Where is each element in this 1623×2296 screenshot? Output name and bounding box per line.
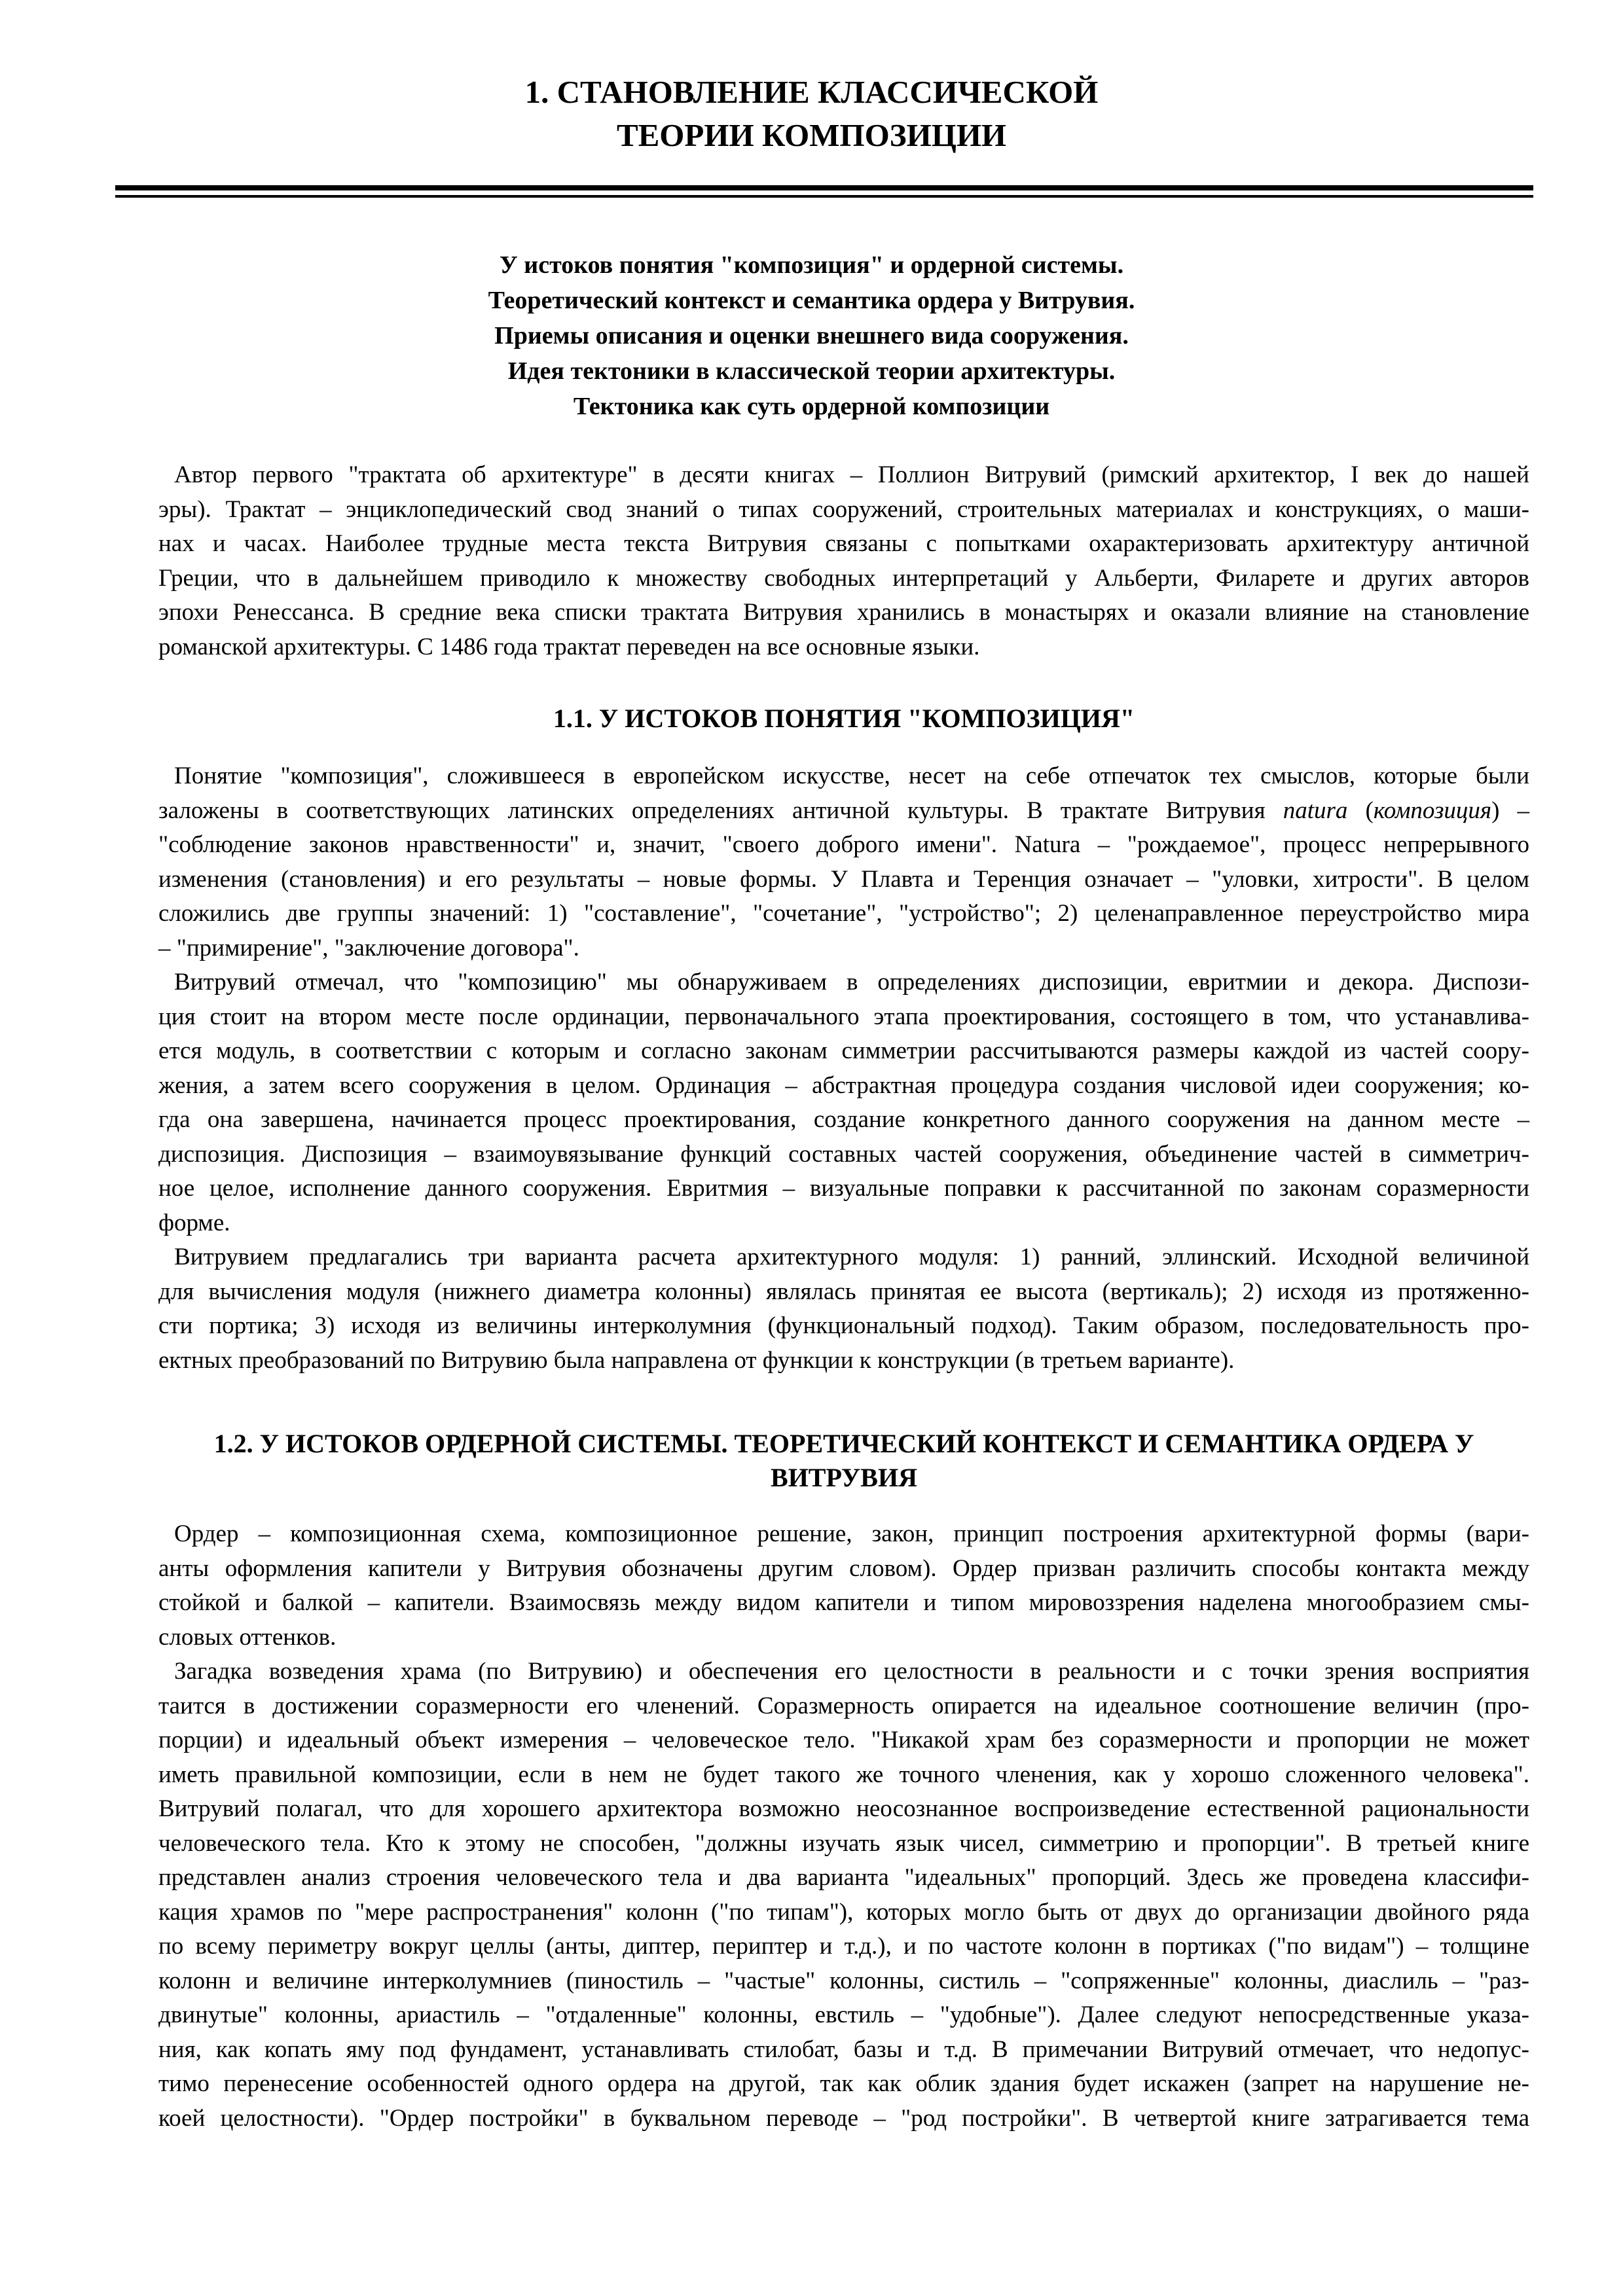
chapter-title [0,71,1623,157]
text-line: Понятие "композиция", сложившееся в европейском искусстве, несет на себе отпечаток тех смыслов, которые были [174,762,1529,789]
text-line: двинутые" колонны, ариастиль – "отдаленные" колонны, евстиль – "удобные"). Далее следуют непосредственные указа- [158,2001,1529,2028]
text-line: сложились две группы значений: 1) "составление", "сочетание", "устройство"; 2) целенаправленное переустройство мира [158,900,1529,927]
text-line: кация храмов по "мере распространения" колонн ("по типам"), которых могло быть от двух до организации двойного ряда [158,1898,1529,1926]
text-line: ектных преобразований по Витрувию была направлена от функции к конструкции (в третьем варианте). [158,1346,1235,1374]
text-line: иметь правильной композиции, если в нем не будет такого же точного членения, как у хорошо сложенного человека". [158,1761,1529,1788]
text-line: порции) и идеальный объект измерения – человеческое тело. "Никакой храм без соразмерности и пропорции не может [158,1727,1529,1753]
text-line: Загадка возведения храма (по Витрувию) и обеспечения его целостности в реальности и с точки зрения восприятия [174,1658,1529,1685]
text-line: Витрувием предлагались три варианта расчета архитектурного модуля: 1) ранний, эллинский. Исходной величиной [174,1244,1529,1270]
text-line: диспозиция. Диспозиция – взаимоувязывание функций составных частей сооружения, объединение частей в симметрич- [158,1140,1529,1168]
text-line: изменения (становления) и его результаты – новые формы. У Плавта и Теренция означает – "уловки, хитрости". В целом [158,865,1529,893]
text-line: представлен анализ строения человеческого тела и два варианта "идеальных" пропорций. Здесь же проведена классифи- [158,1864,1529,1891]
section-heading-1-1: 1.1. У ИСТОКОВ ПОНЯТИЯ "КОМПОЗИЦИЯ" [553,704,1135,733]
summary-line: У истоков понятия "композиция" и ордерной системы. [499,251,1124,279]
section-heading-1-2-line-2: ВИТРУВИЯ [771,1463,917,1492]
text-line: форме. [158,1209,230,1236]
text-line: анты оформления капители у Витрувия обозначены другим словом). Ордер призван различить способы контакта между [158,1554,1529,1582]
text-line: сти портика; 3) исходя из величины интерколумния (функциональный подход). Таким образом, последовательность про- [158,1312,1529,1339]
chapter-title-line-2: ТЕОРИИ КОМПОЗИЦИИ [616,117,1007,153]
section-heading-1-2-line-1: 1.2. У ИСТОКОВ ОРДЕРНОЙ СИСТЕМЫ. ТЕОРЕТИЧЕСКИЙ КОНТЕКСТ И СЕМАНТИКА ОРДЕРА У [213,1429,1474,1458]
summary-line: Теоретический контекст и семантика ордера у Витрувия. [488,287,1135,314]
chapter-summary [0,247,1623,424]
text-line: по всему периметру вокруг целлы (анты, диптер, периптер и т.д.), и по частоте колонн в портиках ("по видам") – толщине [158,1933,1529,1960]
section-1-1-body [158,759,1529,1378]
text-line: Ордер – композиционная схема, композиционное решение, закон, принцип построения архитектурной формы (вари- [174,1520,1529,1547]
text-line: эпохи Ренессанса. В средние века списки трактата Витрувия хранились в монастырях и оказали влияние на становление [158,599,1529,626]
section-1-2-body [158,1517,1529,2136]
text-line: словых оттенков. [158,1623,337,1651]
text-line: "соблюдение законов нравственности" и, значит, "своего доброго имени". Natura – "рождаемое", процесс непрерывного [158,831,1529,858]
intro-paragraph [158,458,1529,664]
title-divider-thin [115,195,1533,198]
text-line: нах и часах. Наиболее трудные места текста Витрувия связаны с попытками охарактеризовать архитектуру античной [158,530,1529,557]
title-divider-thick [115,185,1533,190]
text-line: гда она завершена, начинается процесс проектирования, создание конкретного данного сооружения на данном месте – [158,1106,1529,1133]
summary-line: Приемы описания и оценки внешнего вида сооружения. [494,322,1129,350]
text-line: тимо перенесение особенностей одного ордера на другой, так как облик здания будет искажен (запрет на нарушение не- [158,2070,1529,2097]
text-line: таится в достижении соразмерности его членений. Соразмерность опирается на идеальное соотношение величин (про- [158,1692,1529,1719]
text-line: ния, как копать яму под фундамент, устанавливать стилобат, базы и т.д. В примечании Витрувий отмечает, что недопус- [158,2036,1529,2063]
summary-line: Идея тектоники в классической теории архитектуры. [507,357,1116,385]
text-line: жения, а затем всего сооружения в целом. Ординация – абстрактная процедура создания числовой идеи сооружения; ко- [158,1071,1529,1099]
text-line: ное целое, исполнение данного сооружения. Евритмия – визуальные поправки к рассчитанной по законам соразмерности [158,1175,1529,1202]
text-line: романской архитектуры. С 1486 года трактат переведен на все основные языки. [158,633,980,660]
section-heading-1-2 [158,1427,1529,1495]
text-line: ция стоит на втором месте после ординации, первоначального этапа проектирования, состоящего в том, что устанавлива- [158,1003,1529,1030]
text-line: коей целостности). "Ордер постройки" в буквальном переводе – "род постройки". В четвертой книге затрагивается тема [158,2104,1529,2132]
summary-line: Тектоника как суть ордерной композиции [573,393,1050,420]
text-line: Витрувий полагал, что для хорошего архитектора возможно неосознанное воспроизведение естественной рациональности [158,1795,1529,1822]
text-line: для вычисления модуля (нижнего диаметра колонны) являлась принятая ее высота (вертикаль); 2) исходя из протяженно- [158,1278,1529,1305]
text-line: человеческого тела. Кто к этому не способен, "должны изучать язык чисел, симметрию и пропорции". В третьей книге [158,1829,1529,1857]
text-line: – "примирение", "заключение договора". [158,934,579,961]
text-line: колонн и величине интерколумниев (пиностиль – "частые" колонны, систиль – "сопряженные" колонны, диаслиль – "раз- [158,1967,1529,1994]
text-line: Витрувий отмечал, что "композицию" мы обнаруживаем в определениях диспозиции, евритмии и декора. Диспози- [174,969,1529,996]
text-line: ется модуль, в соответствии с которым и согласно законам симметрии рассчитываются размеры каждой из частей соору- [158,1037,1529,1064]
text-line: заложены в соответствующих латинских определениях античной культуры. В трактате Витрувия natura (композиция) – [158,797,1529,824]
text-line: Автор первого "трактата об архитектуре" в десяти книгах – Поллион Витрувий (римский архитектор, I век до нашей [174,461,1529,488]
chapter-title-line-1: 1. СТАНОВЛЕНИЕ КЛАССИЧЕСКОЙ [524,74,1099,110]
text-line: стойкой и балкой – капители. Взаимосвязь между видом капители и типом мировоззрения наделена многообразием смы- [158,1589,1529,1616]
text-line: Греции, что в дальнейшем приводило к множеству свободных интерпретаций у Альберти, Филарете и других авторов [158,564,1529,592]
text-line: эры). Трактат – энциклопедический свод знаний о типах сооружений, строительных материалах и конструкциях, о маши- [158,495,1529,523]
